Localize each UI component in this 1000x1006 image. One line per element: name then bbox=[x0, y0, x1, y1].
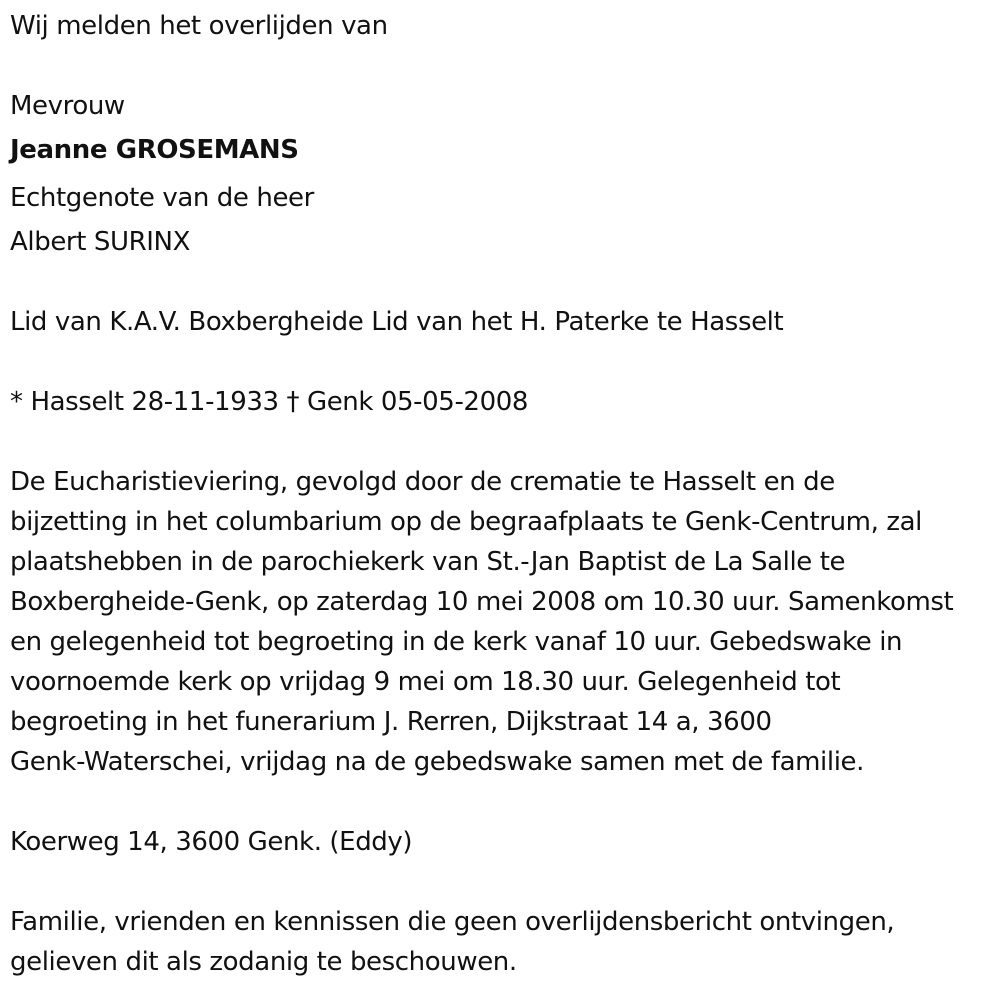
address: Koerweg 14, 3600 Genk. (Eddy) bbox=[10, 827, 413, 857]
salutation: Mevrouw bbox=[10, 91, 125, 121]
ceremony-paragraph bbox=[10, 462, 995, 782]
spouse-name: Albert SURINX bbox=[10, 227, 190, 257]
spouse-relation: Echtgenote van de heer bbox=[10, 183, 314, 213]
paragraph-line: begroeting in het funerarium J. Rerren, Dijkstraat 14 a, 3600 bbox=[10, 707, 772, 737]
paragraph-line: plaatshebben in de parochiekerk van St.-Jan Baptist de La Salle te bbox=[10, 547, 846, 577]
birth-death-dates: * Hasselt 28-11-1933 † Genk 05-05-2008 bbox=[10, 387, 528, 417]
memberships: Lid van K.A.V. Boxbergheide Lid van het H. Paterke te Hasselt bbox=[10, 307, 784, 337]
paragraph-line: bijzetting in het columbarium op de begraafplaats te Genk-Centrum, zal bbox=[10, 507, 922, 537]
paragraph-line: Genk-Waterschei, vrijdag na de gebedswake samen met de familie. bbox=[10, 747, 864, 777]
death-notice bbox=[10, 0, 995, 982]
paragraph-line: gelieven dit als zodanig te beschouwen. bbox=[10, 947, 517, 977]
paragraph-line: Familie, vrienden en kennissen die geen overlijdensbericht ontvingen, bbox=[10, 907, 895, 937]
paragraph-line: Boxbergheide-Genk, op zaterdag 10 mei 2008 om 10.30 uur. Samenkomst bbox=[10, 587, 954, 617]
paragraph-line: voornoemde kerk op vrijdag 9 mei om 18.30 uur. Gelegenheid tot bbox=[10, 667, 841, 697]
paragraph-line: en gelegenheid tot begroeting in de kerk vanaf 10 uur. Gebedswake in bbox=[10, 627, 903, 657]
closing-paragraph bbox=[10, 902, 995, 982]
deceased-name: Jeanne GROSEMANS bbox=[10, 135, 299, 165]
paragraph-line: De Eucharistieviering, gevolgd door de crematie te Hasselt en de bbox=[10, 467, 835, 497]
intro-text: Wij melden het overlijden van bbox=[10, 11, 388, 41]
